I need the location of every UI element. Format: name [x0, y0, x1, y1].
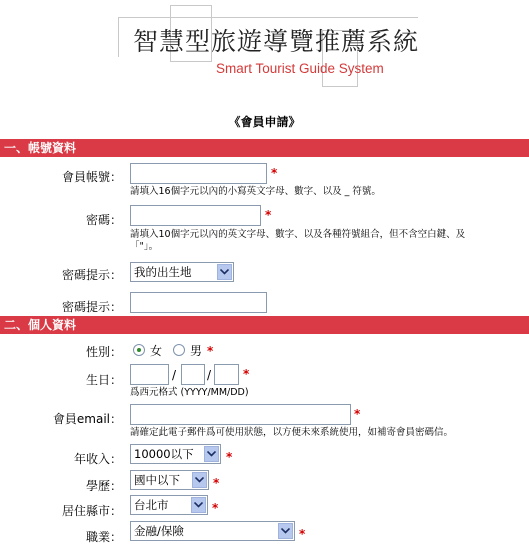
gender-male-radio[interactable]: [173, 344, 185, 356]
income-select[interactable]: [130, 444, 221, 464]
birth-year-input[interactable]: [130, 364, 169, 385]
password-label: 密碼：: [85, 213, 122, 227]
logo-decoration: [118, 17, 418, 18]
email-hint: 請確定此電子郵件爲可使用狀態，以方便未來系統使用，如補寄會員密碼信。: [130, 427, 454, 438]
date-separator: /: [207, 368, 212, 382]
password-answer-input[interactable]: [130, 292, 267, 313]
password-question-select[interactable]: [130, 262, 234, 282]
birth-month-input[interactable]: [181, 364, 205, 385]
password-question-label: 密碼提示：: [61, 268, 122, 282]
required-mark: *: [207, 344, 214, 358]
email-label: 會員email：: [52, 412, 122, 426]
gender-male-label: 男: [190, 344, 203, 358]
birthday-label: 生日：: [85, 373, 122, 387]
income-label: 年收入：: [73, 452, 122, 466]
city-label: 居住縣市：: [61, 504, 122, 518]
username-hint: 請填入16個字元以內的小寫英文字母、數字、以及 _ 符號。: [130, 186, 381, 197]
city-select[interactable]: [130, 495, 208, 515]
radio-selected-dot: [137, 348, 141, 352]
username-input[interactable]: [130, 163, 267, 184]
required-mark: *: [212, 501, 219, 515]
page-title: 《會員申請》: [228, 115, 301, 129]
city-value: 台北市: [134, 498, 169, 512]
site-subtitle: Smart Tourist Guide System: [216, 61, 384, 76]
password-answer-label: 密碼提示：: [61, 300, 122, 314]
password-question-value: 我的出生地: [134, 265, 192, 279]
password-hint-cont: 「"」。: [130, 241, 159, 252]
section-header-account: 一、帳號資料: [0, 139, 529, 157]
username-label: 會員帳號：: [61, 170, 122, 184]
date-separator: /: [172, 368, 177, 382]
chevron-down-icon[interactable]: [192, 472, 207, 488]
password-hint: 請填入10個字元以內的英文字母、數字、以及各種符號組合，但不含空白鍵、及: [130, 229, 466, 240]
job-select[interactable]: [130, 521, 295, 541]
gender-female-label: 女: [150, 344, 163, 358]
required-mark: *: [213, 476, 220, 490]
section-header-personal: 二、個人資料: [0, 316, 529, 334]
logo-decoration: [118, 17, 119, 57]
required-mark: *: [271, 166, 278, 180]
education-label: 學歷：: [85, 479, 122, 493]
education-select[interactable]: [130, 470, 209, 490]
gender-label: 性別：: [85, 345, 122, 359]
chevron-down-icon[interactable]: [191, 497, 206, 513]
required-mark: *: [226, 450, 233, 464]
birthday-hint: 爲西元格式 (YYYY/MM/DD): [130, 387, 249, 398]
required-mark: *: [243, 367, 250, 381]
chevron-down-icon[interactable]: [217, 264, 232, 280]
required-mark: *: [299, 527, 306, 541]
job-label: 職業：: [85, 530, 122, 544]
site-title: 智慧型旅遊導覽推薦系統: [133, 27, 420, 56]
password-input[interactable]: [130, 205, 261, 226]
chevron-down-icon[interactable]: [204, 446, 219, 462]
income-value: 10000以下: [134, 447, 194, 461]
required-mark: *: [265, 208, 272, 222]
email-input[interactable]: [130, 404, 351, 425]
gender-female-radio[interactable]: [133, 344, 145, 356]
required-mark: *: [354, 407, 361, 421]
job-value: 金融/保險: [134, 524, 184, 538]
site-header: [0, 0, 529, 100]
chevron-down-icon[interactable]: [278, 523, 293, 539]
birth-day-input[interactable]: [214, 364, 239, 385]
education-value: 國中以下: [134, 473, 180, 487]
